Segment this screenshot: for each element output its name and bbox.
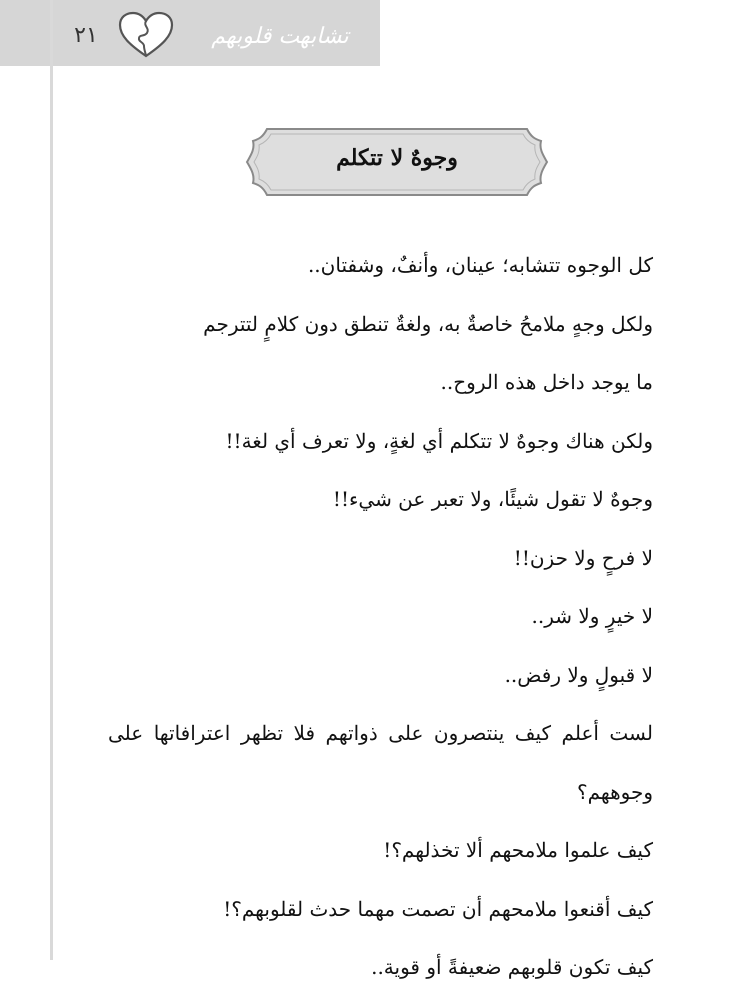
body-text xyxy=(108,236,653,997)
running-title: تشابهت قلوبهم xyxy=(211,24,349,49)
body-line: لا خيرٍ ولا شر.. xyxy=(531,604,653,628)
body-line: لا فرحٍ ولا حزن!! xyxy=(513,545,653,570)
body-line: ولكل وجهٍ ملامحُ خاصةٌ به، ولغةٌ تنطق دون كلامٍ لتترجم xyxy=(203,311,653,336)
body-line: وجوهٌ لا تقول شيئًا، ولا تعبر عن شيء!! xyxy=(332,487,653,511)
heart-puzzle-icon xyxy=(116,10,176,60)
body-line: ولكن هناك وجوهٌ لا تتكلم أي لغةٍ، ولا تعرف أي لغة!! xyxy=(225,428,653,453)
page-number: ٢١ xyxy=(74,23,98,48)
body-line: كل الوجوه تتشابه؛ عينان، وأنفٌ، وشفتان.. xyxy=(307,253,653,277)
margin-rule xyxy=(50,0,53,960)
body-line: كيف تكون قلوبهم ضعيفةً أو قوية.. xyxy=(371,955,653,979)
body-line: كيف علموا ملامحهم ألا تخذلهم؟! xyxy=(383,838,653,862)
body-paragraph: لست أعلم كيف ينتصرون على ذواتهم فلا تظهر اعترافاتها على وجوههم؟ xyxy=(108,721,653,804)
body-line: ما يوجد داخل هذه الروح.. xyxy=(440,370,653,394)
body-line: لا قبولٍ ولا رفض.. xyxy=(504,662,653,687)
chapter-title: وجوهٌ لا تتكلم xyxy=(336,145,458,171)
body-line: كيف أقنعوا ملامحهم أن تصمت مهما حدث لقلوبهم؟! xyxy=(223,896,653,921)
